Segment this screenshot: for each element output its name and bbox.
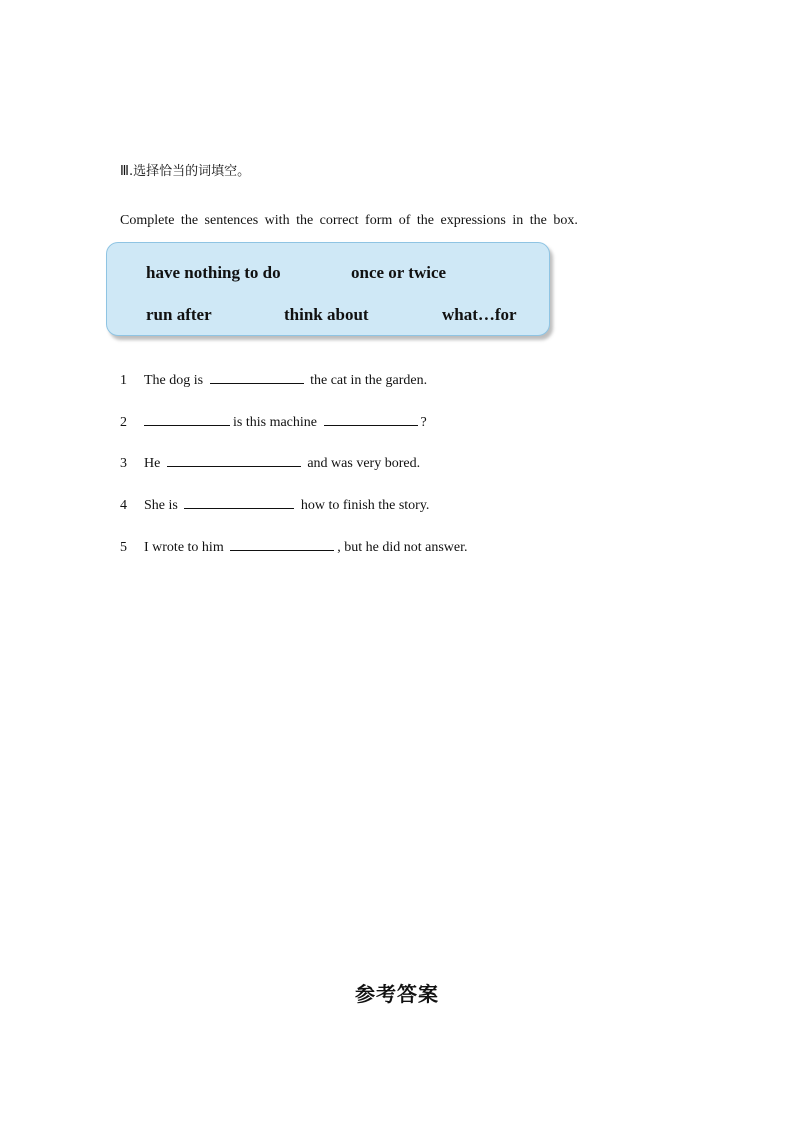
answer-blank[interactable]	[230, 536, 334, 551]
question-text-after: ?	[420, 415, 427, 430]
question-number: 4	[120, 498, 127, 513]
question-1	[120, 369, 427, 389]
expression-item: once or twice	[351, 263, 447, 282]
question-text-before: He	[144, 456, 161, 471]
question-number: 2	[120, 415, 127, 430]
question-text-after: the cat in the garden.	[310, 373, 428, 388]
question-text-after: how to finish the story.	[300, 498, 430, 513]
question-text-after: and was very bored.	[307, 456, 421, 471]
section-heading: Ⅲ.选择恰当的词填空。	[120, 164, 251, 179]
question-5	[120, 536, 467, 556]
expression-item: have nothing to do	[146, 263, 281, 282]
instruction-text: Complete the sentences with the correct form of the expressions in the box.	[120, 213, 578, 228]
answer-blank[interactable]	[144, 411, 230, 426]
question-text-after: , but he did not answer.	[337, 540, 468, 555]
question-text-before: I wrote to him	[144, 540, 224, 555]
question-number: 5	[120, 540, 127, 555]
question-number: 3	[120, 456, 127, 471]
answer-blank[interactable]	[210, 369, 304, 384]
answer-blank[interactable]	[324, 411, 418, 426]
expression-box	[106, 242, 550, 336]
question-number: 1	[120, 373, 127, 388]
answer-blank[interactable]	[167, 452, 301, 467]
question-4	[120, 494, 429, 514]
expression-item: run after	[146, 305, 212, 324]
question-text-before: The dog is	[144, 373, 204, 388]
question-2	[120, 411, 427, 431]
question-text-before: She is	[144, 498, 178, 513]
question-text-middle: is this machine	[233, 415, 317, 430]
answer-key-title: 参考答案	[355, 982, 439, 1006]
question-3	[120, 452, 420, 472]
expression-item: think about	[284, 305, 369, 324]
answer-blank[interactable]	[184, 494, 294, 509]
expression-item: what…for	[442, 305, 517, 324]
